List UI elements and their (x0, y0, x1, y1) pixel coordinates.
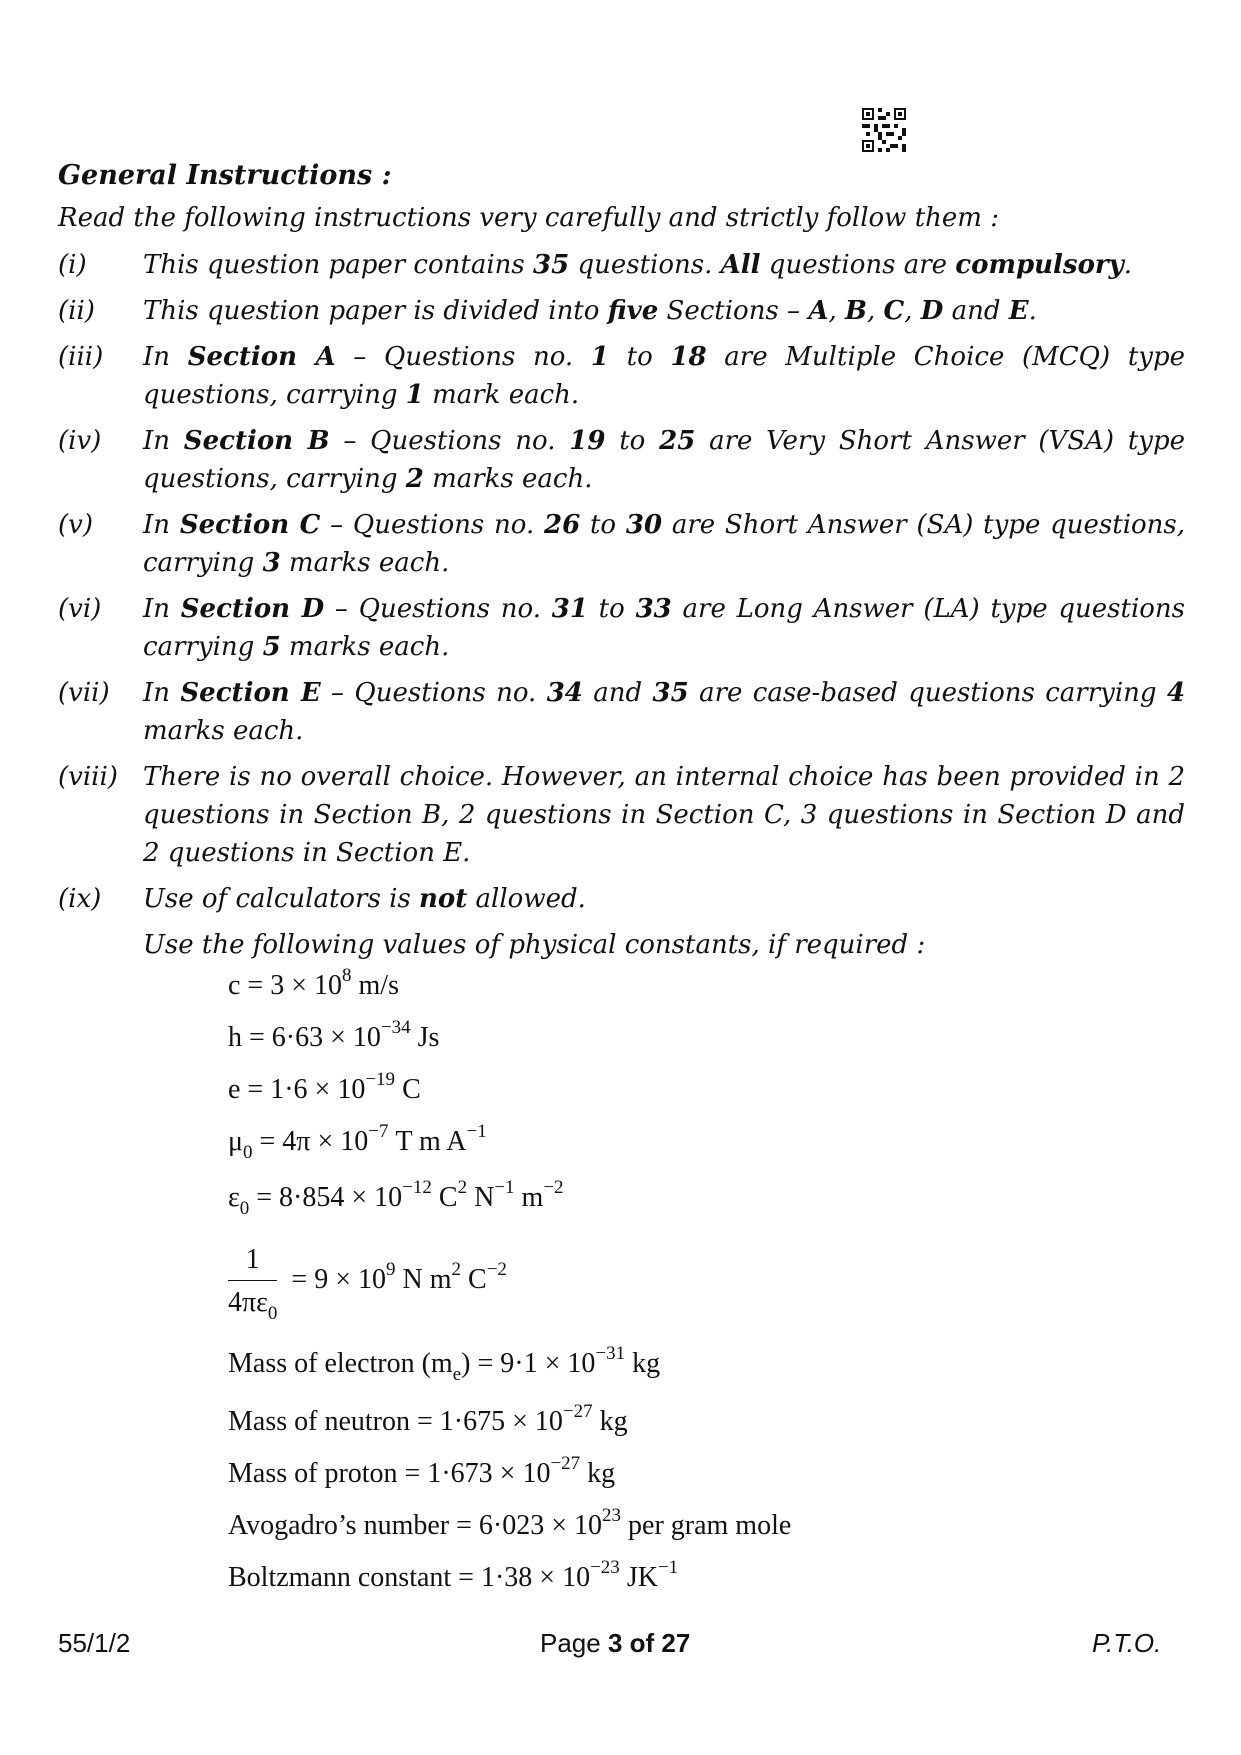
constant-boltzmann: Boltzmann constant = $1\cdot 38 \times 10^{-23}$ $JK^{-1}$ (228, 1557, 679, 1593)
instruction-item: (viii) There is no overall choice. However, an internal choice has been provided in 2 questions in Section B, 2 questions in Section C, 3 questions in Section D and 2 questions in Section E. (58, 762, 1185, 868)
instruction-item: (ix) Use of calculators is not allowed. (58, 884, 586, 914)
constant-electron-charge: $e = 1\cdot 6 \times 10^{-19}$ C (228, 1069, 421, 1105)
instruction-item: (vii) In Section E – Questions no. 34 and 35 are case-based questions carrying 4 marks each. (58, 678, 1186, 746)
coulomb-fraction: $\frac{1}{4\pi\varepsilon_0}$ (228, 1244, 278, 1324)
instruction-item: (vi) In Section D – Questions no. 31 to 33 are Long Answer (LA) type questions carrying 5 marks each. (58, 594, 1186, 662)
qr-code (862, 108, 906, 152)
instruction-list (58, 246, 1185, 926)
paper-code: 55/1/2 (58, 1628, 131, 1658)
instruction-item: (iv) In Section B – Questions no. 19 to 25 are Very Short Answer (VSA) type questions, carrying 2 marks each. (58, 426, 1186, 494)
constant-coulomb: $\frac{1}{4\pi\varepsilon_0}$ = $9 \times 10^9$ N $m^2$ $C^{-2}$ (228, 1244, 507, 1324)
instruction-item: (i) This question paper contains 35 questions. All questions are compulsory. (58, 250, 1132, 280)
page-heading: General Instructions : (58, 160, 392, 191)
constant-neutron-mass: Mass of neutron = $1\cdot 675 \times 10^{-27}$ kg (228, 1401, 628, 1437)
constant-permeability: $\mu_0 = 4\pi \times 10^{-7}$ T m $A^{-1}$ (228, 1121, 487, 1163)
constants-intro: Use the following values of physical constants, if required : (143, 930, 926, 960)
instruction-item: (ii) This question paper is divided into five Sections – A, B, C, D and E. (58, 296, 1037, 326)
pto-label: P.T.O. (1092, 1628, 1162, 1658)
constant-avogadro: Avogadro’s number = $6\cdot 023 \times 10^{23}$ per gram mole (228, 1505, 792, 1541)
constant-electron-mass: Mass of electron $(m_e) = 9\cdot 1 \times 10^{-31}$ kg (228, 1343, 661, 1385)
instruction-item: (v) In Section C – Questions no. 26 to 30 are Short Answer (SA) type questions, carrying 3 marks each. (58, 510, 1186, 578)
intro-text: Read the following instructions very carefully and strictly follow them : (58, 203, 999, 233)
page-number: Page 3 of 27 (540, 1628, 691, 1658)
constant-speed-of-light: $c = 3 \times 10^8$ m/s (228, 965, 399, 1001)
constant-planck: $h = 6\cdot 63 \times 10^{-34}$ Js (228, 1017, 440, 1053)
constant-proton-mass: Mass of proton = $1\cdot 673 \times 10^{-27}$ kg (228, 1453, 616, 1489)
instruction-item: (iii) In Section A – Questions no. 1 to 18 are Multiple Choice (MCQ) type questions, carrying 1 mark each. (58, 342, 1185, 410)
constant-permittivity: $\varepsilon_0 = 8\cdot 854 \times 10^{-12}$ $C^2$ $N^{-1}$ $m^{-2}$ (228, 1177, 564, 1219)
